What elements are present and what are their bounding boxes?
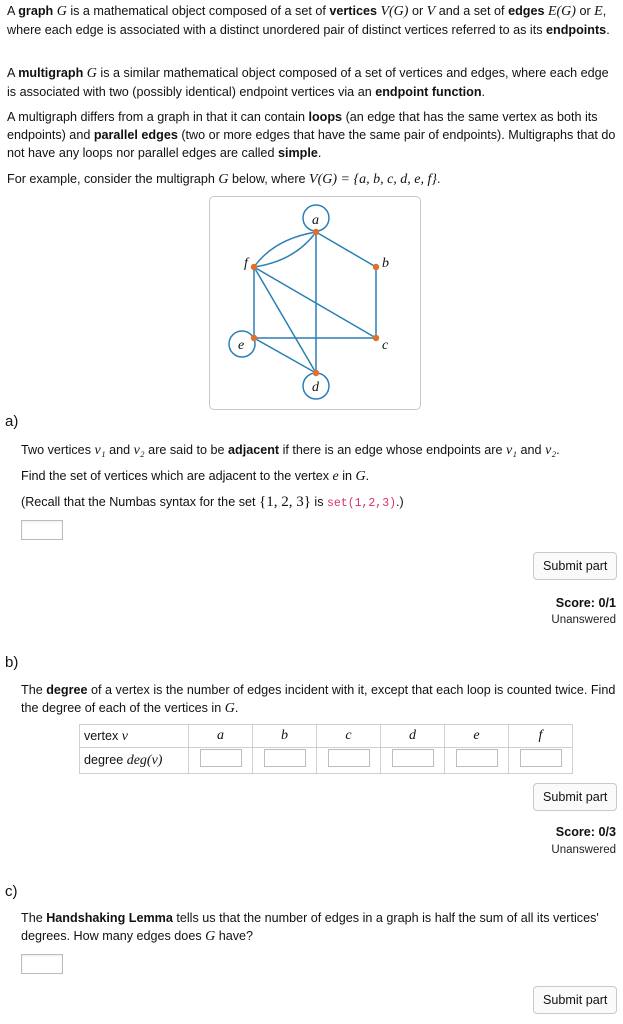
degree-input-c[interactable] [328, 749, 370, 767]
multigraph-diagram [209, 196, 421, 410]
vertex-c-dot [373, 335, 379, 341]
edge-e-d [254, 338, 316, 373]
part-a-label: a) [5, 413, 19, 430]
part-b-score: Score: 0/3 [555, 825, 616, 839]
col-header-f: f [509, 725, 573, 748]
vertex-label-e: e [238, 338, 245, 353]
degree-input-e[interactable] [456, 749, 498, 767]
part-a-text-syntax-hint: (Recall that the Numbas syntax for the set {1, 2, 3} is set(1,2,3).) [21, 494, 404, 510]
vertex-header-cell: vertex v [80, 725, 189, 748]
edge-f-a-2 [254, 232, 316, 267]
vertex-label-f: f [244, 256, 248, 271]
part-b-status: Unanswered [551, 844, 616, 856]
part-a-text-adjacent: Two vertices v₁ and v₂ are said to be adjacent if there is an edge whose endpoints are v₁ and v₂. [21, 443, 560, 458]
part-b-submit-button[interactable]: Submit part [533, 783, 617, 811]
edge-f-d [254, 267, 316, 373]
vertex-d-dot [313, 370, 319, 376]
part-a-score: Score: 0/1 [555, 596, 616, 610]
intro-paragraph-loops: A multigraph differs from a graph in that it can contain loops (an edge that has the same vertex as both its endpoints) and parallel edges (two or more edges that have the same pair of endpoints). Multigraphs that do not have any loops nor parallel edges are called simple. [7, 110, 616, 160]
part-c-text: The Handshaking Lemma tells us that the number of edges in a graph is half the sum of all its vertices' degrees. How many edges does G have? [21, 911, 599, 944]
vertex-b-dot [373, 264, 379, 270]
multigraph-svg [210, 197, 420, 409]
vertex-a-dot [313, 229, 319, 235]
intro-paragraph-graph: A graph G is a mathematical object composed of a set of vertices V(G) or V and a set of edges E(G) or E, where each edge is associated with a distinct unordered pair of distinct vertices referred to as its endpoints. [7, 4, 610, 37]
vertex-f-dot [251, 264, 257, 270]
edge-a-b [316, 232, 376, 267]
col-header-d: d [381, 725, 445, 748]
degree-table [79, 724, 573, 774]
part-c-label: c) [5, 883, 18, 900]
vertex-e-dot [251, 335, 257, 341]
degree-table-input-row [80, 748, 573, 774]
col-header-e: e [445, 725, 509, 748]
vertex-label-c: c [382, 338, 389, 353]
degree-table-header-row [80, 725, 573, 748]
edge-f-a-1 [254, 232, 316, 267]
part-a-answer-input[interactable] [21, 520, 63, 540]
vertex-label-b: b [382, 256, 389, 271]
degree-input-a[interactable] [200, 749, 242, 767]
part-c-answer-input[interactable] [21, 954, 63, 974]
vertex-label-a: a [312, 213, 319, 228]
part-a-text-question: Find the set of vertices which are adjacent to the vertex e in G. [21, 469, 370, 484]
vertex-label-d: d [312, 380, 319, 395]
degree-input-d[interactable] [392, 749, 434, 767]
col-header-a: a [189, 725, 253, 748]
part-a-status: Unanswered [551, 614, 616, 626]
part-a-submit-button[interactable]: Submit part [533, 552, 617, 580]
part-b-text: The degree of a vertex is the number of edges incident with it, except that each loop is counted twice. Find the degree of each of the vertices in G. [21, 683, 616, 716]
intro-paragraph-multigraph: A multigraph G is a similar mathematical object composed of a set of vertices and edges, where each edge is associated with two (possibly identical) endpoint vertices via an endpoint function. [7, 66, 609, 99]
degree-input-f[interactable] [520, 749, 562, 767]
part-b-label: b) [5, 654, 19, 671]
col-header-c: c [317, 725, 381, 748]
part-c-submit-button[interactable]: Submit part [533, 986, 617, 1014]
intro-paragraph-example: For example, consider the multigraph G below, where V(G) = {a, b, c, d, e, f}. [7, 172, 441, 187]
col-header-b: b [253, 725, 317, 748]
degree-header-cell: degree deg(v) [80, 748, 189, 774]
set-syntax-code: set(1,2,3) [327, 497, 397, 510]
edge-f-c [254, 267, 376, 338]
degree-input-b[interactable] [264, 749, 306, 767]
